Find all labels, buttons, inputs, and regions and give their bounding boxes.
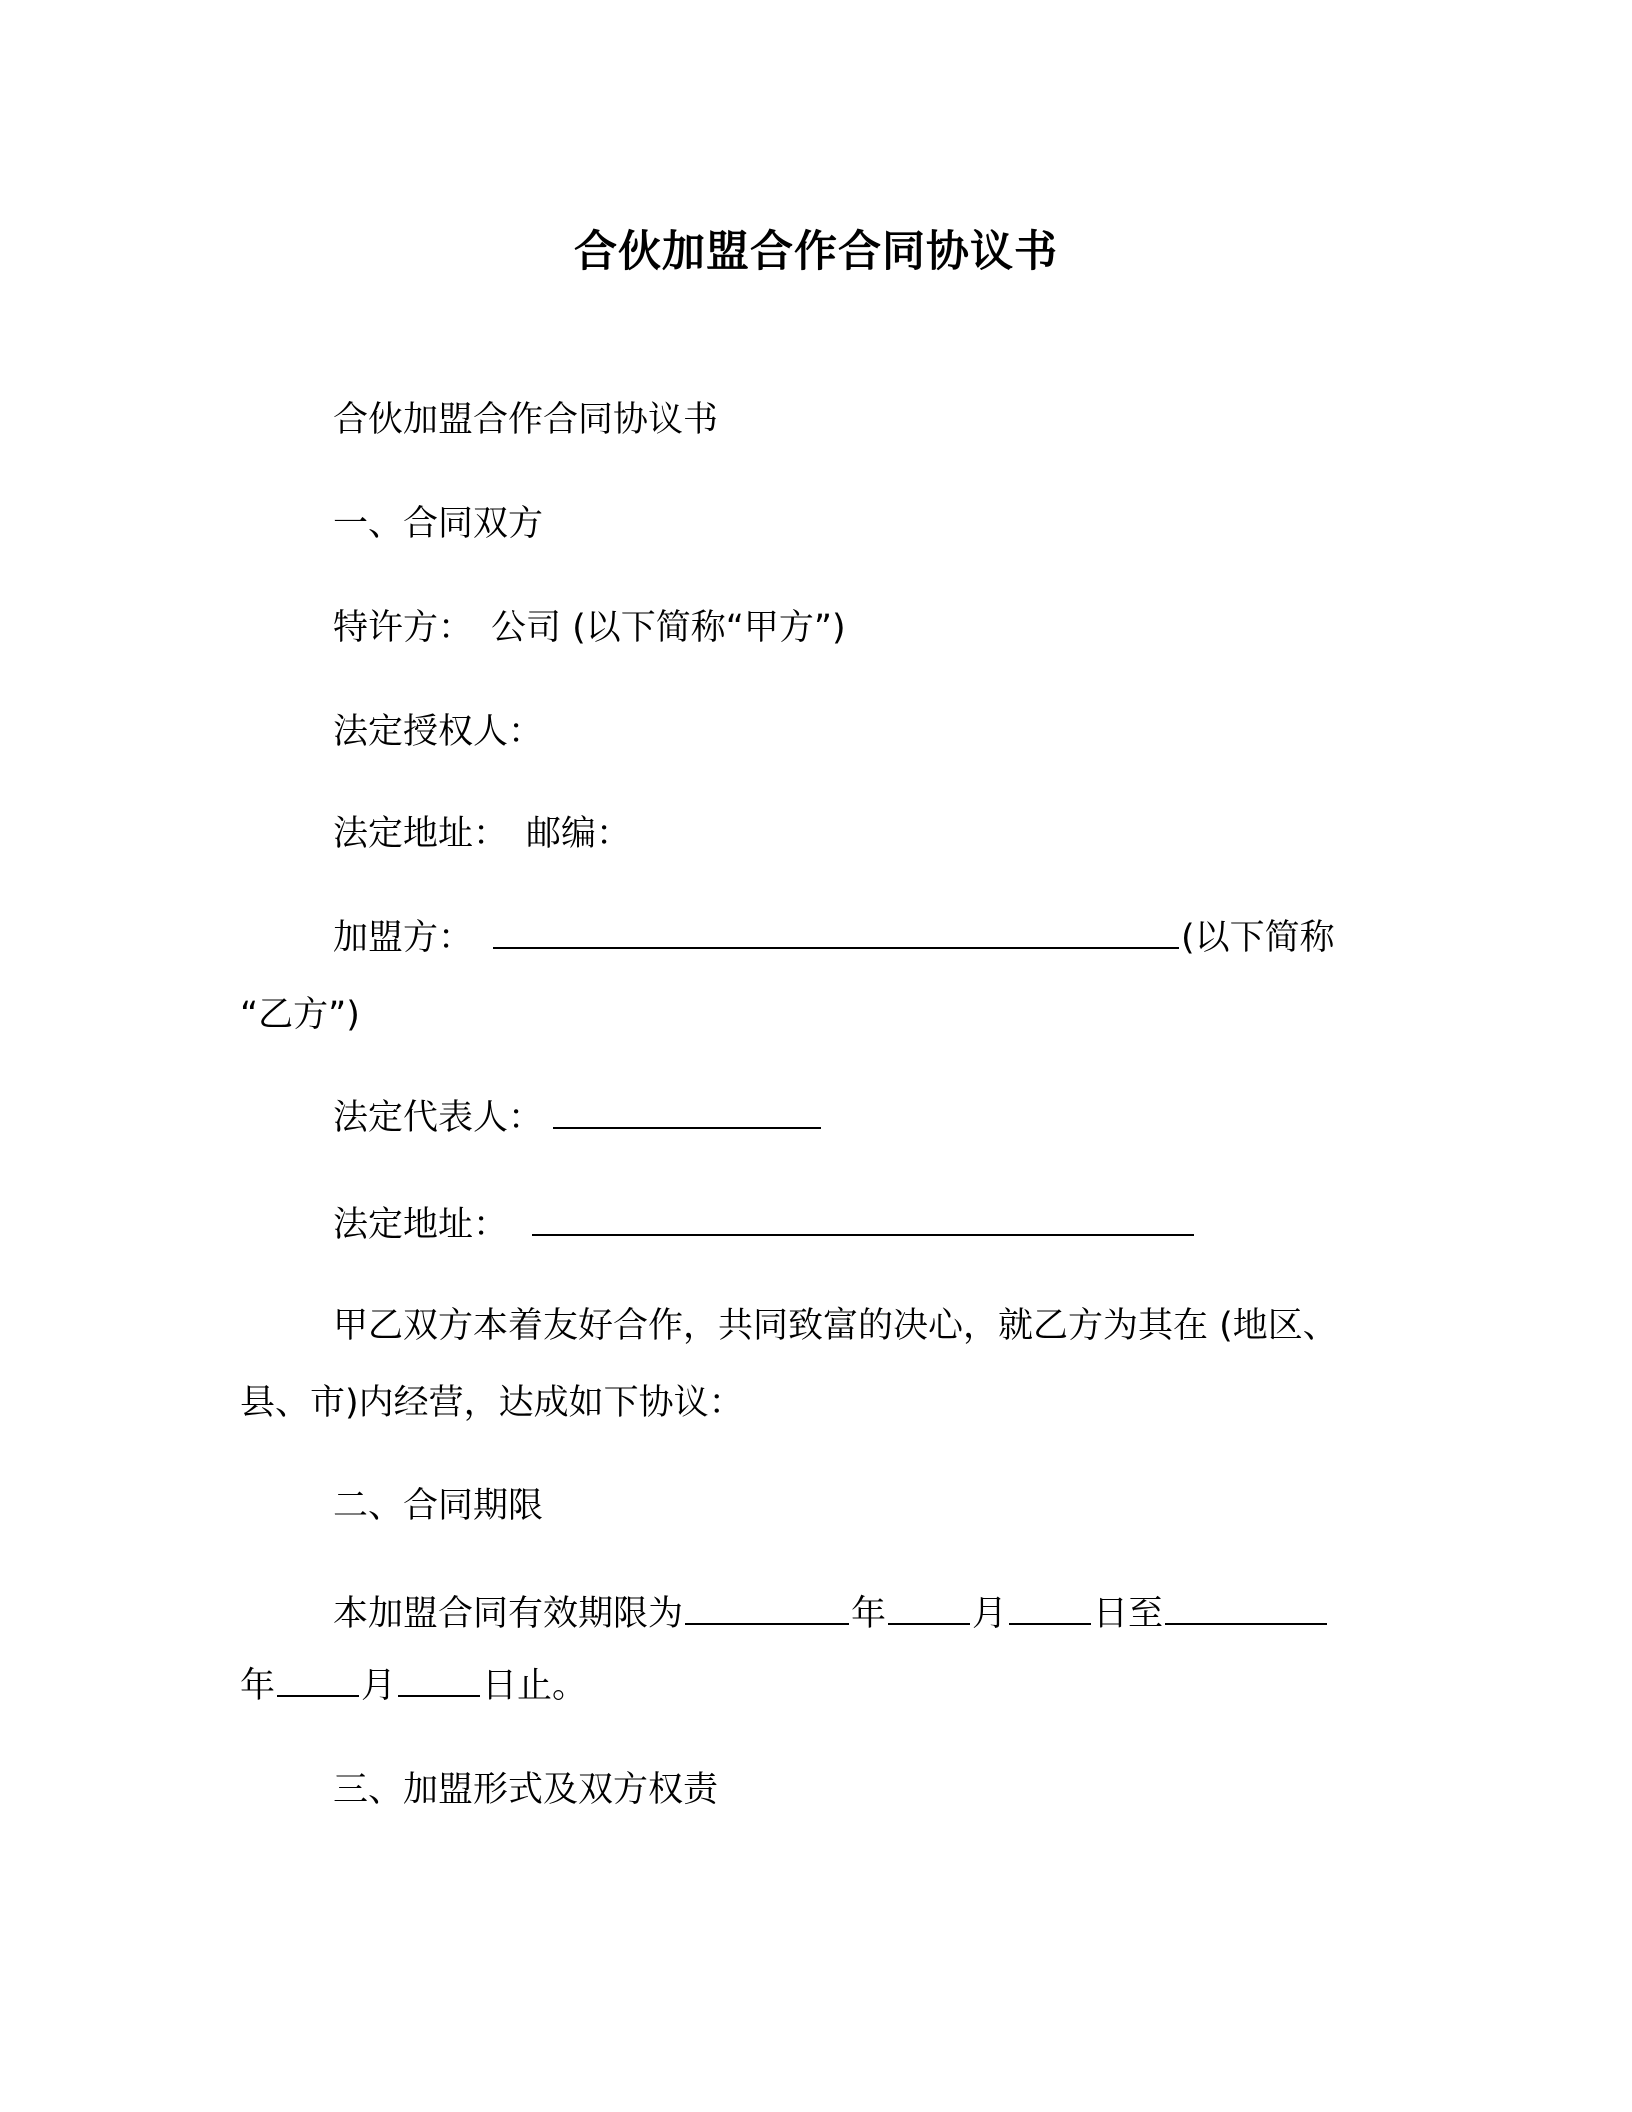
representative-label: 法定代表人：	[333, 1098, 544, 1138]
franchisee-alias-line	[240, 991, 360, 1039]
address-line	[333, 810, 631, 858]
section-1-heading: 一、合同双方	[333, 504, 544, 544]
address2-blank	[532, 1204, 1194, 1236]
intro-paragraph-line-1: 甲乙双方本着友好合作，共同致富的决心，就乙方为其在 (地区、	[333, 1306, 1338, 1346]
franchisee-line	[333, 914, 1335, 962]
representative-line	[333, 1094, 823, 1142]
start-year-unit: 年	[851, 1594, 887, 1634]
address2-label: 法定地址：	[333, 1205, 509, 1245]
end-year-blank	[1165, 1593, 1327, 1625]
authorized-person-line	[333, 708, 543, 756]
postcode-label: 邮编：	[526, 814, 632, 854]
term-line-2	[240, 1662, 587, 1710]
document-subtitle: 合伙加盟合作合同协议书	[333, 400, 719, 440]
end-day-blank	[398, 1665, 480, 1697]
start-day-blank	[1009, 1593, 1091, 1625]
franchisor-value: 公司 (以下简称“甲方”)	[491, 608, 846, 648]
end-year-unit: 年	[240, 1666, 276, 1706]
start-month-blank	[888, 1593, 970, 1625]
day-to-text: 日至	[1093, 1594, 1164, 1634]
address2-line	[333, 1201, 1196, 1249]
franchisor-label: 特许方：	[333, 608, 474, 648]
document-title: 合伙加盟合作合同协议书	[574, 227, 1058, 277]
end-month-unit: 月	[361, 1666, 397, 1706]
franchisor-line	[333, 604, 846, 652]
section-2-heading: 二、合同期限	[333, 1486, 544, 1526]
term-line-1	[333, 1590, 1329, 1638]
representative-blank	[553, 1097, 821, 1129]
intro-paragraph-line-2: 县、市)内经营，达成如下协议：	[240, 1383, 744, 1423]
start-year-blank	[685, 1593, 849, 1625]
term-prefix: 本加盟合同有效期限为	[333, 1594, 684, 1634]
start-month-unit: 月	[972, 1594, 1008, 1634]
franchisee-suffix: (以下简称	[1181, 918, 1335, 958]
authorized-person-label: 法定授权人：	[333, 712, 544, 752]
end-month-blank	[277, 1665, 359, 1697]
franchisee-name-blank	[493, 917, 1179, 949]
section-3-heading: 三、加盟形式及双方权责	[333, 1770, 719, 1810]
address-label: 法定地址：	[333, 814, 509, 854]
franchisee-alias: “乙方”)	[240, 995, 360, 1035]
franchisee-label: 加盟方：	[333, 918, 474, 958]
day-end-text: 日止。	[482, 1666, 588, 1706]
